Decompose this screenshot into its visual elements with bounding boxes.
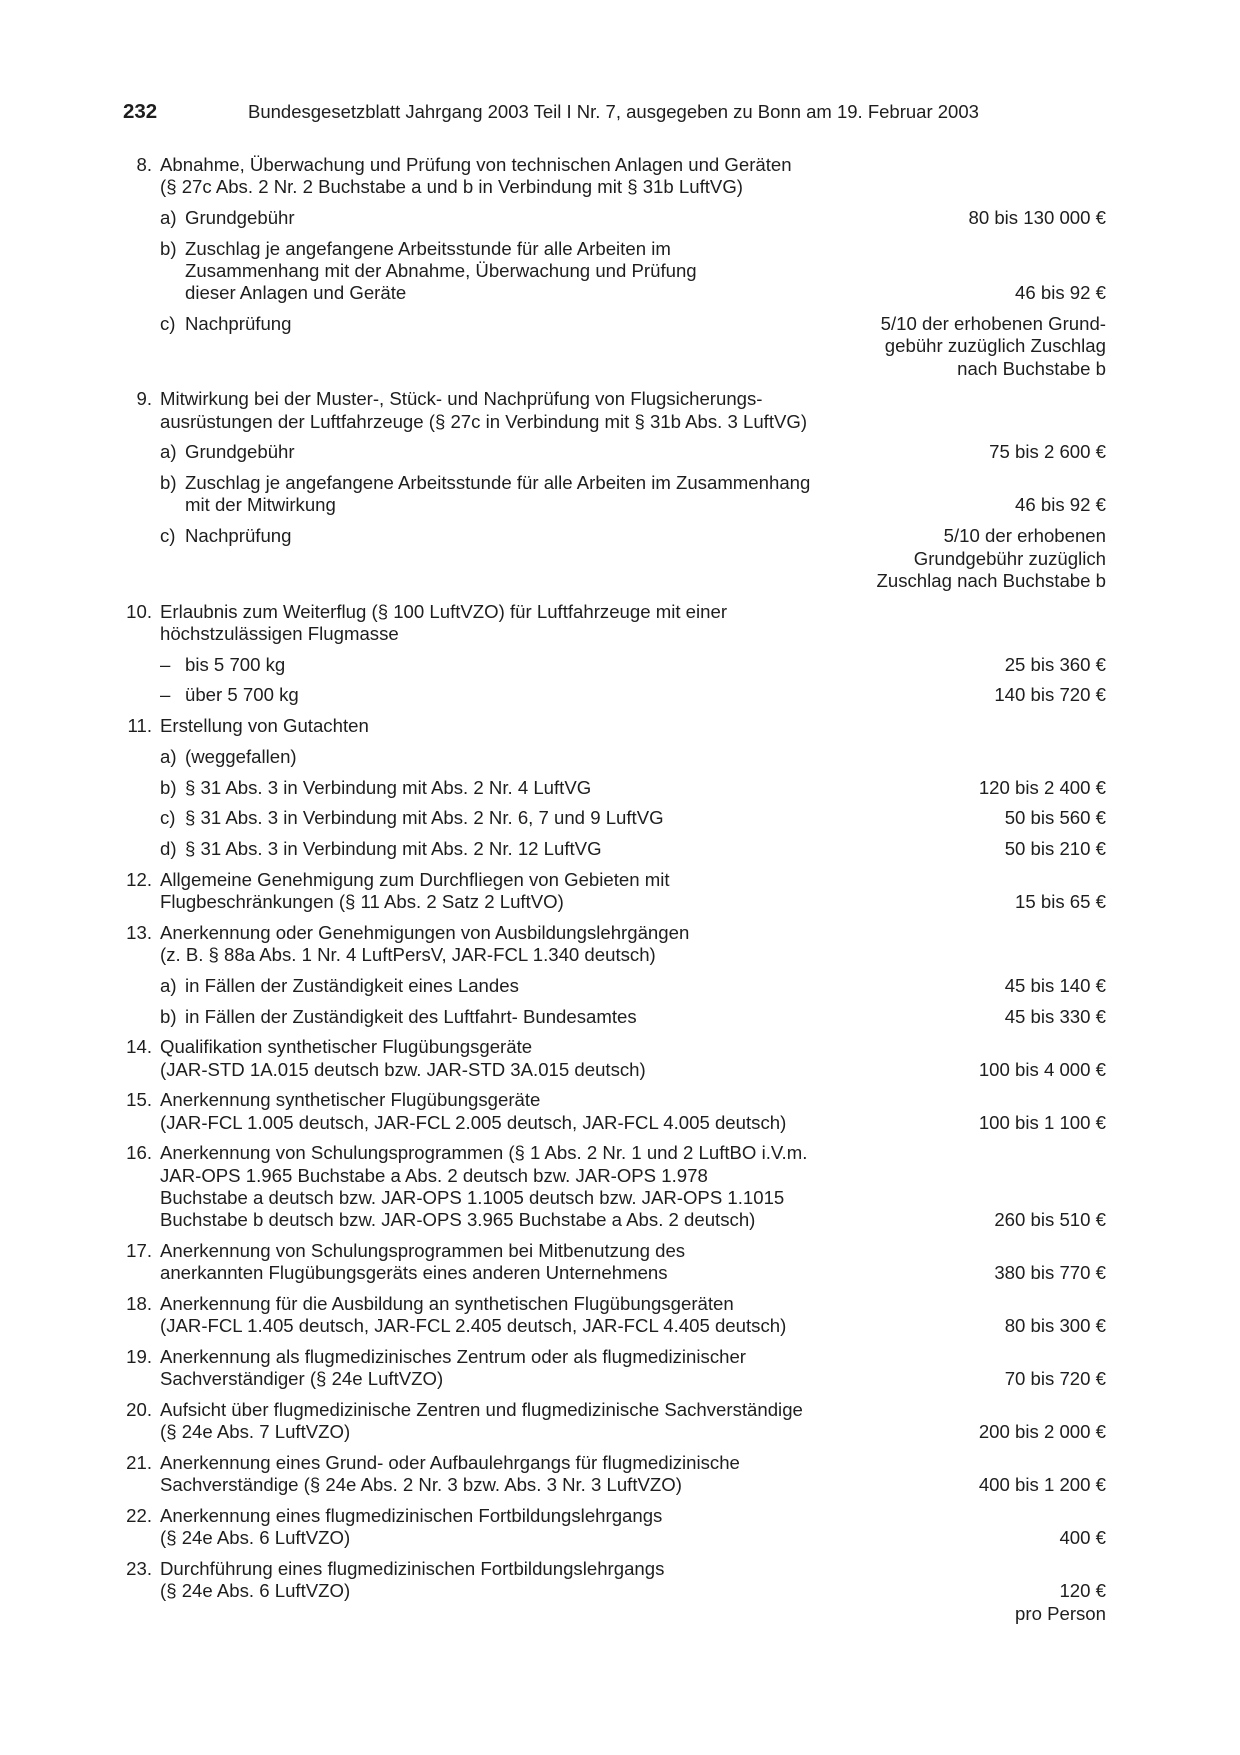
description-line: (§ 24e Abs. 6 LuftVZO) (160, 1580, 351, 1602)
subitem-label: – (160, 684, 171, 706)
fee-item-12 (123, 869, 1106, 914)
description-line: Sachverständiger (§ 24e LuftVZO) (160, 1368, 444, 1390)
fee-line: 400 € (1059, 1527, 1106, 1549)
item-description (160, 388, 1106, 433)
fee-amount (866, 1474, 1106, 1496)
item-description (185, 441, 866, 463)
description-line: Anerkennung eines Grund- oder Aufbaulehrgangs für flugmedizinische (160, 1452, 740, 1474)
item-description (160, 601, 1106, 646)
description-line: Zuschlag je angefangene Arbeitsstunde für alle Arbeiten im Zusammenhang (185, 472, 811, 494)
fee-item-9 (123, 388, 1106, 433)
item-number: 21. (126, 1452, 152, 1474)
description-line: Mitwirkung bei der Muster-, Stück- und Nachprüfung von Flugsicherungs- (160, 388, 763, 410)
description-line: Allgemeine Genehmigung zum Durchfliegen von Gebieten mit (160, 868, 670, 890)
subitem-label: a) (160, 974, 177, 996)
fee-item-11d (123, 838, 1106, 860)
fee-item-18 (123, 1293, 1106, 1338)
fee-item-17 (123, 1240, 1106, 1285)
description-line: (JAR-FCL 1.405 deutsch, JAR-FCL 2.405 deutsch, JAR-FCL 4.405 deutsch) (160, 1315, 787, 1337)
fee-line: 45 bis 140 € (1004, 974, 1106, 996)
description-line: § 31 Abs. 3 in Verbindung mit Abs. 2 Nr. 4 LuftVG (185, 776, 592, 798)
description-line: Anerkennung eines flugmedizinischen Fortbildungslehrgangs (160, 1505, 663, 1527)
item-description (160, 1089, 866, 1134)
description-line: § 31 Abs. 3 in Verbindung mit Abs. 2 Nr. 6, 7 und 9 LuftVG (185, 807, 664, 829)
fee-line: nach Buchstabe b (957, 357, 1106, 379)
item-description (185, 654, 866, 676)
fee-line: 15 bis 65 € (1015, 891, 1106, 913)
fee-line: 80 bis 130 000 € (968, 207, 1106, 229)
fee-amount (866, 313, 1106, 380)
item-number: 22. (126, 1505, 152, 1527)
item-description (160, 1505, 866, 1550)
subitem-label: b) (160, 1005, 177, 1027)
fee-line: 120 € (1059, 1580, 1106, 1602)
fee-amount (866, 1006, 1106, 1028)
description-line: in Fällen der Zuständigkeit eines Landes (185, 974, 519, 996)
fee-amount (866, 1368, 1106, 1390)
fee-item-8b (123, 238, 1106, 305)
subitem-label: c) (160, 313, 176, 335)
description-line: höchstzulässigen Flugmasse (160, 622, 399, 644)
description-line: in Fällen der Zuständigkeit des Luftfahrt- Bundesamtes (185, 1005, 637, 1027)
description-line: Grundgebühr (185, 207, 295, 229)
item-description (185, 472, 866, 517)
description-line: (§ 27c Abs. 2 Nr. 2 Buchstabe a und b in Verbindung mit § 31b LuftVG) (160, 176, 743, 198)
item-description (160, 922, 1106, 967)
fee-line: 5/10 der erhobenen Grund- (880, 313, 1106, 335)
fee-item-23 (123, 1558, 1106, 1625)
fee-line: Zuschlag nach Buchstabe b (876, 569, 1106, 591)
item-number: 13. (126, 921, 152, 943)
description-line: Erstellung von Gutachten (160, 715, 369, 737)
description-line: Buchstabe a deutsch bzw. JAR-OPS 1.1005 deutsch bzw. JAR-OPS 1.1015 (160, 1186, 785, 1208)
description-line: Anerkennung von Schulungsprogrammen (§ 1 Abs. 2 Nr. 1 und 2 LuftBO i.V.m. (160, 1142, 808, 1164)
description-line: (§ 24e Abs. 6 LuftVZO) (160, 1527, 351, 1549)
subitem-label: b) (160, 472, 177, 494)
fee-item-8c (123, 313, 1106, 380)
fee-line: 50 bis 560 € (1004, 807, 1106, 829)
description-line: Erlaubnis zum Weiterflug (§ 100 LuftVZO) für Luftfahrzeuge mit einer (160, 600, 728, 622)
subitem-label: a) (160, 207, 177, 229)
subitem-label: c) (160, 525, 176, 547)
fee-line: gebühr zuzüglich Zuschlag (884, 335, 1106, 357)
item-description (185, 313, 866, 335)
item-number: 8. (136, 154, 152, 175)
item-number: 11. (127, 715, 152, 737)
item-description (160, 1346, 866, 1391)
fee-line: 260 bis 510 € (994, 1209, 1106, 1231)
item-description (185, 238, 866, 305)
fee-amount (866, 1580, 1106, 1625)
fee-amount (866, 1112, 1106, 1134)
fee-item-9c (123, 525, 1106, 592)
item-number: 12. (126, 868, 152, 890)
fee-item-11c (123, 807, 1106, 829)
fee-item-9b (123, 472, 1106, 517)
subitem-label: b) (160, 776, 177, 798)
fee-line: pro Person (1015, 1602, 1106, 1624)
fee-amount (866, 838, 1106, 860)
fee-line: 140 bis 720 € (994, 684, 1106, 706)
item-description (185, 777, 866, 799)
subitem-label: b) (160, 237, 177, 259)
item-number: 18. (126, 1292, 152, 1314)
description-line: (JAR-FCL 1.005 deutsch, JAR-FCL 2.005 deutsch, JAR-FCL 4.005 deutsch) (160, 1111, 787, 1133)
fee-line: 100 bis 4 000 € (978, 1058, 1106, 1080)
subitem-label: c) (160, 807, 176, 829)
fee-item-15 (123, 1089, 1106, 1134)
item-description (185, 746, 1106, 768)
item-description (185, 684, 866, 706)
fee-amount (866, 207, 1106, 229)
fee-amount (866, 1527, 1106, 1549)
description-line: Zusammenhang mit der Abnahme, Überwachung und Prüfung (185, 260, 697, 282)
subitem-label: a) (160, 441, 177, 463)
description-line: Anerkennung synthetischer Flugübungsgeräte (160, 1089, 541, 1111)
item-description (160, 1452, 866, 1497)
item-number: 20. (126, 1399, 152, 1421)
item-number: 15. (126, 1089, 152, 1111)
fee-item-13b (123, 1006, 1106, 1028)
page-number: 232 (123, 100, 158, 123)
journal-title: Bundesgesetzblatt Jahrgang 2003 Teil I Nr. 7, ausgegeben zu Bonn am 19. Februar 2003 (248, 101, 979, 122)
item-description (185, 525, 866, 547)
item-description (185, 975, 866, 997)
description-line: Abnahme, Überwachung und Prüfung von technischen Anlagen und Geräten (160, 154, 792, 175)
fee-line: 45 bis 330 € (1004, 1005, 1106, 1027)
fee-line: 80 bis 300 € (1004, 1315, 1106, 1337)
description-line: ausrüstungen der Luftfahrzeuge (§ 27c in Verbindung mit § 31b Abs. 3 LuftVG) (160, 410, 808, 432)
description-line: § 31 Abs. 3 in Verbindung mit Abs. 2 Nr. 12 LuftVG (185, 837, 602, 859)
fee-amount (866, 441, 1106, 463)
fee-item-20 (123, 1399, 1106, 1444)
fee-amount (866, 282, 1106, 304)
fee-line: 70 bis 720 € (1004, 1368, 1106, 1390)
item-number: 16. (126, 1142, 152, 1164)
fee-line: 25 bis 360 € (1004, 653, 1106, 675)
description-line: (z. B. § 88a Abs. 1 Nr. 4 LuftPersV, JAR-FCL 1.340 deutsch) (160, 944, 656, 966)
fee-item-9a (123, 441, 1106, 463)
description-line: Anerkennung für die Ausbildung an synthetischen Flugübungsgeräten (160, 1292, 734, 1314)
description-line: Anerkennung als flugmedizinisches Zentrum oder als flugmedizinischer (160, 1346, 746, 1367)
fee-item-10-up-to-5700kg (123, 654, 1106, 676)
description-line: Durchführung eines flugmedizinischen Fortbildungslehrgangs (160, 1558, 665, 1580)
fee-item-16 (123, 1142, 1106, 1231)
description-line: Nachprüfung (185, 313, 292, 335)
description-line: Anerkennung von Schulungsprogrammen bei Mitbenutzung des (160, 1239, 686, 1261)
description-line: (JAR-STD 1A.015 deutsch bzw. JAR-STD 3A.015 deutsch) (160, 1058, 646, 1080)
item-number: 10. (126, 600, 152, 622)
description-line: bis 5 700 kg (185, 653, 286, 675)
description-line: JAR-OPS 1.965 Buchstabe a Abs. 2 deutsch bzw. JAR-OPS 1.978 (160, 1164, 708, 1186)
item-number: 9. (136, 388, 152, 410)
description-line: Aufsicht über flugmedizinische Zentren und flugmedizinische Sachverständige (160, 1399, 803, 1421)
fee-item-10 (123, 601, 1106, 646)
fee-amount (866, 1209, 1106, 1231)
fee-item-13 (123, 922, 1106, 967)
fee-line: 46 bis 92 € (1015, 494, 1106, 516)
description-line: Flugbeschränkungen (§ 11 Abs. 2 Satz 2 LuftVO) (160, 891, 564, 913)
subitem-label: a) (160, 745, 177, 767)
item-number: 23. (126, 1558, 152, 1580)
description-line: Grundgebühr (185, 441, 295, 463)
item-description (160, 1293, 866, 1338)
item-description (160, 1558, 866, 1603)
fee-item-22 (123, 1505, 1106, 1550)
item-description (160, 869, 866, 914)
description-line: Zuschlag je angefangene Arbeitsstunde für alle Arbeiten im (185, 237, 671, 259)
fee-item-11b (123, 777, 1106, 799)
description-line: (§ 24e Abs. 7 LuftVZO) (160, 1421, 351, 1443)
fee-item-8 (123, 154, 1106, 199)
description-line: anerkannten Flugübungsgeräts eines anderen Unternehmens (160, 1262, 668, 1284)
description-line: mit der Mitwirkung (185, 494, 336, 516)
item-description (160, 715, 1106, 737)
page-header (123, 100, 1106, 124)
item-description (160, 1240, 866, 1285)
fee-amount (866, 975, 1106, 997)
fee-item-19 (123, 1346, 1106, 1391)
description-line: (weggefallen) (185, 745, 297, 767)
fee-amount (866, 525, 1106, 592)
item-description (185, 838, 866, 860)
fee-amount (866, 1059, 1106, 1081)
fee-line: 5/10 der erhobenen (943, 525, 1106, 547)
item-number: 19. (126, 1346, 152, 1367)
fee-amount (866, 494, 1106, 516)
fee-item-14 (123, 1036, 1106, 1081)
item-description (185, 1006, 866, 1028)
fee-item-13a (123, 975, 1106, 997)
fee-line: 380 bis 770 € (994, 1262, 1106, 1284)
fee-line: 75 bis 2 600 € (989, 441, 1106, 463)
item-description (160, 1399, 866, 1444)
description-line: Anerkennung oder Genehmigungen von Ausbildungslehrgängen (160, 921, 690, 943)
item-number: 17. (126, 1239, 152, 1261)
fee-table (123, 154, 1106, 1633)
fee-line: 100 bis 1 100 € (978, 1111, 1106, 1133)
fee-line: 200 bis 2 000 € (978, 1421, 1106, 1443)
fee-amount (866, 1421, 1106, 1443)
fee-amount (866, 684, 1106, 706)
description-line: Qualifikation synthetischer Flugübungsgeräte (160, 1036, 533, 1058)
description-line: über 5 700 kg (185, 684, 299, 706)
item-description (160, 1036, 866, 1081)
fee-item-10-over-5700kg (123, 684, 1106, 706)
fee-amount (866, 891, 1106, 913)
fee-item-8a (123, 207, 1106, 229)
item-description (185, 207, 866, 229)
subitem-label: d) (160, 837, 177, 859)
fee-amount (866, 807, 1106, 829)
fee-item-11a (123, 746, 1106, 768)
description-line: Nachprüfung (185, 525, 292, 547)
item-description (160, 154, 1106, 199)
fee-line: 50 bis 210 € (1004, 837, 1106, 859)
fee-line: 400 bis 1 200 € (978, 1474, 1106, 1496)
fee-line: 120 bis 2 400 € (978, 776, 1106, 798)
fee-item-21 (123, 1452, 1106, 1497)
fee-amount (866, 777, 1106, 799)
fee-amount (866, 1262, 1106, 1284)
item-number: 14. (126, 1036, 152, 1058)
description-line: Buchstabe b deutsch bzw. JAR-OPS 3.965 Buchstabe a Abs. 2 deutsch) (160, 1209, 756, 1231)
fee-item-11 (123, 715, 1106, 737)
fee-amount (866, 1315, 1106, 1337)
item-description (160, 1142, 866, 1231)
subitem-label: – (160, 653, 171, 675)
description-line: Sachverständige (§ 24e Abs. 2 Nr. 3 bzw. Abs. 3 Nr. 3 LuftVZO) (160, 1474, 682, 1496)
fee-line: 46 bis 92 € (1015, 282, 1106, 304)
description-line: dieser Anlagen und Geräte (185, 282, 407, 304)
item-description (185, 807, 866, 829)
fee-amount (866, 654, 1106, 676)
fee-line: Grundgebühr zuzüglich (913, 547, 1106, 569)
